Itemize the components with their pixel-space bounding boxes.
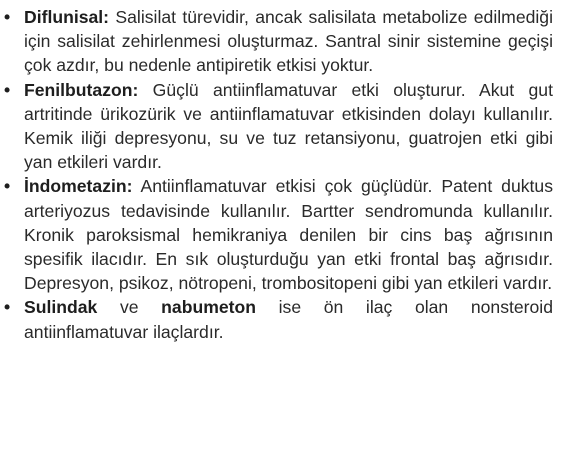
bullet-icon: • (4, 7, 11, 27)
drug-description: Salisilat türevidir, ancak salisilata metabolize edilmediği için salisilat zehirlenmesi oluşturmaz. Santral sinir sistemine geçişi çok azdır, bu nedenle antipiretik etkisi yoktur. (24, 7, 553, 76)
drug-term: Diflunisal: (24, 7, 110, 27)
list-item-fenilbutazon (0, 78, 561, 175)
bullet-icon: • (4, 79, 11, 100)
document-page (0, 5, 561, 344)
bullet-icon: • (4, 297, 11, 318)
list-item-indometazin (0, 174, 561, 295)
bullet-icon: • (4, 176, 11, 197)
drug-term-second: nabumeton (161, 297, 256, 318)
list-item-diflunisal (0, 5, 561, 78)
drug-term: İndometazin: (24, 176, 133, 197)
drug-description: Antiinflamatuvar etkisi çok güçlüdür. Patent duktus arteriyozus tedavisinde kullanılır. Bartter sendromunda kullanılır. Kronik paroksismal hemikraniya denilen bir cins baş ağrısının spesifik ilacıdır. En sık oluşturduğu yan etki frontal baş ağrısıdır. Depresyon, psikoz, nötropeni, trombositopeni gibi yan etkileri vardır. (24, 176, 553, 294)
drug-description: Güçlü antiinflamatuvar etki oluşturur. Akut gut artritinde ürikozürik ve antiinflamatuvar etkisinden dolayı kullanılır. Kemik iliği depresyonu, su ve tuz retansiyonu, guatrojen etki gibi yan etkileri vardır. (24, 79, 553, 173)
list-item-sulindak (0, 295, 561, 343)
drug-term: Sulindak (24, 297, 98, 318)
drug-term: Fenilbutazon: (24, 79, 139, 100)
connector-text: ve (97, 297, 162, 318)
drug-description: ise ön ilaç olan nonsteroid antiinflamatuvar ilaçlardır. (24, 297, 554, 342)
